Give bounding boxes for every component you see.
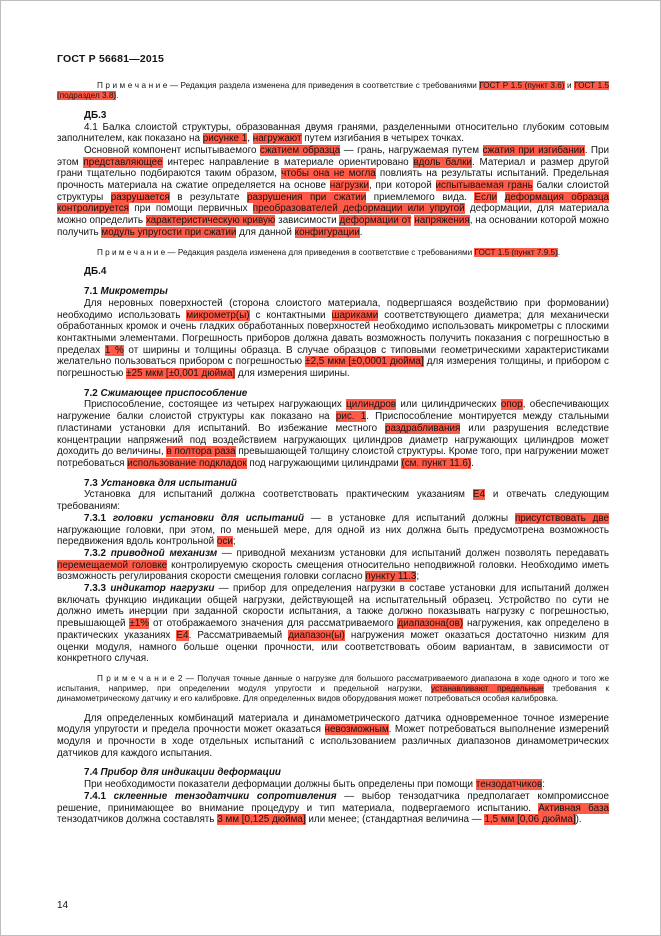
highlighted-text: Е4 xyxy=(176,629,189,641)
text-segment: приемлемого вида. xyxy=(366,191,475,203)
text-segment: ДБ.4 xyxy=(84,266,107,278)
text-segment: и отвечать следующим требованиям: xyxy=(57,489,609,513)
subheading-7-2 xyxy=(57,388,609,400)
text-segment: . Приспособление монтируется между стальными пластинами установки для испытаний. Во избежание местного xyxy=(57,411,609,434)
highlighted-text: ГОСТ 1.5 (пункт 7.9.5) xyxy=(474,247,558,257)
text-segment: ; xyxy=(416,571,420,583)
paragraph-7-4-1 xyxy=(57,791,609,826)
text-segment: Для неровных поверхностей (сторона слоистого материала, подвергшаяся воздействию при формовании) необходимо использовать xyxy=(57,297,609,321)
highlighted-text: перемещаемой головке xyxy=(57,559,168,571)
note-2 xyxy=(57,674,609,704)
text-segment: : xyxy=(542,779,545,791)
text-segment: — выбор тензодатчика предполагает компромиссное решение, принимающее во внимание процедуру и тип материала, подвергаемого испытанию. xyxy=(57,790,609,814)
highlighted-text: рисунке 1 xyxy=(202,133,248,145)
highlighted-text: конфигурации xyxy=(294,226,360,238)
text-segment: с контактными xyxy=(249,309,332,321)
highlighted-text: испытываемая грань xyxy=(435,180,533,192)
text-segment: Установка для испытаний должна соответствовать практическим указаниям xyxy=(84,489,473,501)
text-segment: склеенные тензодатчики сопротивления xyxy=(113,790,337,802)
highlighted-text: напряжения xyxy=(414,215,470,227)
text-segment: 7.3.2 xyxy=(84,547,111,559)
paragraph-main xyxy=(57,145,609,239)
subheading-7-4 xyxy=(57,767,609,779)
text-segment: Установка для испытаний xyxy=(100,477,237,489)
text-segment: ). xyxy=(575,814,582,826)
text-segment: или разрушения вследствие концентрации напряжений под воздействием нагружающих цилиндров диаметр нагружающих цилиндров может доходить до величины, xyxy=(57,422,609,458)
highlighted-text: рис. 1 xyxy=(335,411,367,423)
text-segment: тензодатчиков должна составлять xyxy=(57,814,218,826)
text-segment: от ширины и толщины образца. В случае образцов с типовыми геометрическими характеристиками желательно пользоваться прибором с погрешностью xyxy=(57,344,609,368)
highlighted-text: преобразователей деформации или упругой xyxy=(252,203,465,215)
highlighted-text: деформация образца контролируется xyxy=(57,191,610,215)
text-segment: для измерения ширины. xyxy=(235,368,350,380)
paragraph-4-1 xyxy=(57,122,609,145)
text-segment: ДБ.3 xyxy=(84,109,107,121)
highlighted-text: в полтора раза xyxy=(166,446,236,458)
highlighted-text: диапазона(ов) xyxy=(397,618,464,630)
highlighted-text: ±2,5 мкм [±0,0001 дюйма] xyxy=(305,356,424,368)
text-segment: путем изгибания в четырех точках. xyxy=(301,133,465,145)
text-segment: для измерения толщины, и прибором с погрешностью xyxy=(57,356,609,380)
highlighted-text: нагружают xyxy=(252,133,302,145)
subheading-7-1 xyxy=(57,286,609,298)
paragraph-7-4-intro xyxy=(57,779,609,791)
text-segment: . xyxy=(116,90,119,100)
text-segment: требования к динамометрическому датчику и его калибровке. Для определенных видов оборудования может потребоваться особая калибровка. xyxy=(57,683,609,703)
text-segment: . Рассматриваемый xyxy=(188,629,289,641)
paragraph-7-3-1 xyxy=(57,513,609,548)
text-segment: При необходимости показатели деформации должны быть определены при помощи xyxy=(84,779,476,791)
text-segment: , на основании которой можно получить xyxy=(57,215,609,238)
highlighted-text: микрометр(ы) xyxy=(186,309,250,321)
highlighted-text: пункту 11.3 xyxy=(365,571,417,583)
text-segment: 7.4 xyxy=(84,767,101,779)
text-segment: , xyxy=(247,133,253,145)
text-segment: 7.3 xyxy=(84,477,101,489)
text-segment: в результате xyxy=(169,191,248,203)
highlighted-text: характеристическую кривую xyxy=(145,215,276,227)
highlighted-text: (см. пункт 11.6) xyxy=(401,458,472,469)
revision-note-2 xyxy=(57,248,609,258)
document-content xyxy=(57,81,609,826)
text-segment: . xyxy=(557,247,561,257)
text-segment: . Может потребоваться выполнение измерений модуля и прочности в ходе отдельных испытаний с использованием различных диапазонов динамометрических датчиков для каждого испытания. xyxy=(57,724,609,759)
text-segment: , при которой xyxy=(369,180,436,192)
paragraph-7-3-intro xyxy=(57,489,609,512)
text-segment: головки установки для испытаний xyxy=(112,512,305,524)
text-segment: Для определенных комбинаций материала и динамометрического датчика одновременное точное измерение модуля упругости и предела прочности может оказаться xyxy=(57,712,609,736)
text-segment: приводной механизм xyxy=(110,547,218,559)
highlighted-text: Активная база xyxy=(538,802,609,814)
text-segment: . xyxy=(359,226,363,238)
text-segment: повлиять на результаты испытаний. Предельная прочность материала на сжатие определяется на основе xyxy=(57,168,610,192)
highlighted-text: деформации от xyxy=(339,215,412,227)
highlighted-text: 1,5 мм [0,06 дюйма] xyxy=(484,814,576,826)
page-number: 14 xyxy=(57,900,69,911)
highlighted-text: разрушения при сжатии xyxy=(247,191,367,203)
highlighted-text: присутствовать две xyxy=(514,512,609,524)
section-heading-db3 xyxy=(57,110,609,122)
highlighted-text: Если xyxy=(474,191,498,203)
highlighted-text: Е4 xyxy=(472,489,485,501)
highlighted-text: сжатием образца xyxy=(259,144,341,156)
text-segment: Микрометры xyxy=(100,286,168,298)
text-segment: 7.1 xyxy=(84,286,101,298)
text-segment: — прибор для определения нагрузки в составе установки для испытаний должен включать функцию индикации общей нагрузки, действующей на испытательный образец. Устройство по сути не должно иметь инерции при заданной скорости испытания, а также должно показывать нагрузку с погрешностью, превышающей xyxy=(57,583,609,630)
highlighted-text: модуль упругости при сжатии xyxy=(101,226,237,238)
text-segment: балки слоистой структуры xyxy=(57,180,609,203)
document-header: ГОСТ Р 56681—2015 xyxy=(57,53,165,65)
highlighted-text: оси xyxy=(216,536,233,548)
text-segment: для данной xyxy=(236,226,295,238)
highlighted-text: представляющее xyxy=(83,156,163,168)
highlighted-text: ГОСТ 1.5 (подраздел 3.8) xyxy=(57,81,610,100)
text-segment: от отображаемого значения для рассматриваемого xyxy=(149,618,398,630)
section-heading-db4 xyxy=(57,266,609,278)
highlighted-text: 1 % xyxy=(104,344,124,356)
text-segment: . xyxy=(471,458,474,469)
text-segment: Сжимающее приспособление xyxy=(100,387,248,399)
text-segment: нагружения может оказаться достаточно низким для оценки модуля, намного больше оценки прочности, или соответствовать обоим вариантам, в зависимости от конкретного случая. xyxy=(57,629,609,665)
text-segment: 4.1 Балка слоистой структуры, образованная двумя гранями, разделенными относительно глубоким сотовым заполнителем, как показано на xyxy=(57,121,609,145)
highlighted-text: ±1% xyxy=(129,618,150,630)
text-segment: при помощи первичных xyxy=(129,203,253,215)
text-segment: под нагружающими цилиндрами xyxy=(246,458,402,469)
paragraph-combinations xyxy=(57,713,609,760)
text-segment: нагружения, как определено в практических указаниях xyxy=(57,618,610,641)
text-segment: , обеспечивающих нагружение балки слоистой структуры как показано на xyxy=(57,399,609,423)
text-segment: ; xyxy=(232,536,236,548)
highlighted-text: ±25 мкм [±0,001 дюйма] xyxy=(126,368,236,380)
highlighted-text: невозможным xyxy=(324,724,389,736)
highlighted-text: шариками xyxy=(331,309,379,321)
text-segment: 7.3.3 xyxy=(84,583,111,595)
text-segment: . Материал и размер другой грани тщательно подбираются таким образом, xyxy=(57,156,609,180)
text-segment: — приводной механизм установки для испытаний должен позволять передавать xyxy=(217,547,609,559)
text-segment: контролируемую скорость смещения относительно неподвижной головки. Необходимо иметь возможность регулирования скорости смещения головки согласно xyxy=(57,559,609,583)
text-segment: П р и м е ч а н и е 2 — Получая точные данные о нагрузке для большого рассматриваемого диапазона в ходе одного и того же испытания, например, при определении модуля упругости и предельной нагрузки, xyxy=(57,673,609,693)
text-segment: — в установке для испытаний должны xyxy=(304,512,515,524)
text-segment: 7.2 xyxy=(84,387,101,399)
text-segment: соответствующего диаметра; для механически обработанных кромок и очень гладких обработанных поверхностей необходимо использовать микрометры с плоскими контактными элементами. Погрешность приборов должна давать возможность получить показания с погрешностью в пределах xyxy=(57,309,609,356)
highlighted-text: нагрузки xyxy=(329,180,370,192)
text-segment: . При этом xyxy=(57,144,609,168)
text-segment: Приспособление, состоящее из четырех нагружающих xyxy=(84,399,347,411)
highlighted-text: использование подкладок xyxy=(127,458,247,469)
text-segment: П р и м е ч а н и е — Редакция раздела изменена для приведения в соответствие с требованиями xyxy=(97,247,475,257)
subheading-7-3 xyxy=(57,478,609,490)
text-segment: деформации, для материала можно определить xyxy=(57,203,610,227)
paragraph-7-2 xyxy=(57,399,609,469)
text-segment: индикатор нагрузки xyxy=(110,583,215,595)
highlighted-text: 3 мм [0,125 дюйма] xyxy=(217,814,306,826)
highlighted-text: ГОСТ Р 1.5 (пункт 3.6) xyxy=(479,81,565,90)
highlighted-text: вдоль балки xyxy=(413,156,472,168)
highlighted-text: разрушается xyxy=(110,191,170,203)
text-segment: П р и м е ч а н и е — Редакция раздела изменена для приведения в соответствие с требованиями xyxy=(97,81,480,90)
document-body xyxy=(57,53,609,826)
highlighted-text: диапазон(ы) xyxy=(288,629,345,641)
highlighted-text: раздрабливания xyxy=(385,422,461,434)
text-segment: Прибор для индикации деформации xyxy=(100,767,281,779)
highlighted-text: сжатия при изгибании xyxy=(482,144,585,156)
highlighted-text: устанавливают предельные xyxy=(431,683,544,693)
text-segment: 7.3.1 xyxy=(84,512,113,524)
paragraph-7-3-2 xyxy=(57,548,609,583)
revision-note-1 xyxy=(57,81,609,101)
highlighted-text: тензодатчиков xyxy=(475,779,543,791)
text-segment: или цилиндрических xyxy=(396,399,501,411)
highlighted-text: цилиндров xyxy=(346,399,397,411)
text-segment: превышающей толщину слоистой структуры. Кроме того, при нагружении может потребоваться xyxy=(57,446,609,469)
paragraph-7-1 xyxy=(57,298,609,380)
paragraph-7-3-3 xyxy=(57,583,609,665)
highlighted-text: опор xyxy=(500,399,523,411)
text-segment xyxy=(497,192,504,203)
text-segment: — грань, нагружаемая путем xyxy=(340,144,483,156)
highlighted-text: чтобы она не могла xyxy=(281,168,376,180)
text-segment: 7.4.1 xyxy=(84,790,114,802)
text-segment: и xyxy=(564,81,575,90)
text-segment: или менее; (стандартная величина — xyxy=(305,814,485,826)
text-segment: интерес направление в материале ориентировано xyxy=(162,156,414,168)
text-segment: нагружающие головки, при этом, по меньшей мере, для одной из них должна быть предусмотрена возможность передвижения вдоль контрольной xyxy=(57,524,609,548)
text-segment: Основной компонент испытываемого xyxy=(84,144,260,156)
text-segment: зависимости xyxy=(275,215,340,227)
